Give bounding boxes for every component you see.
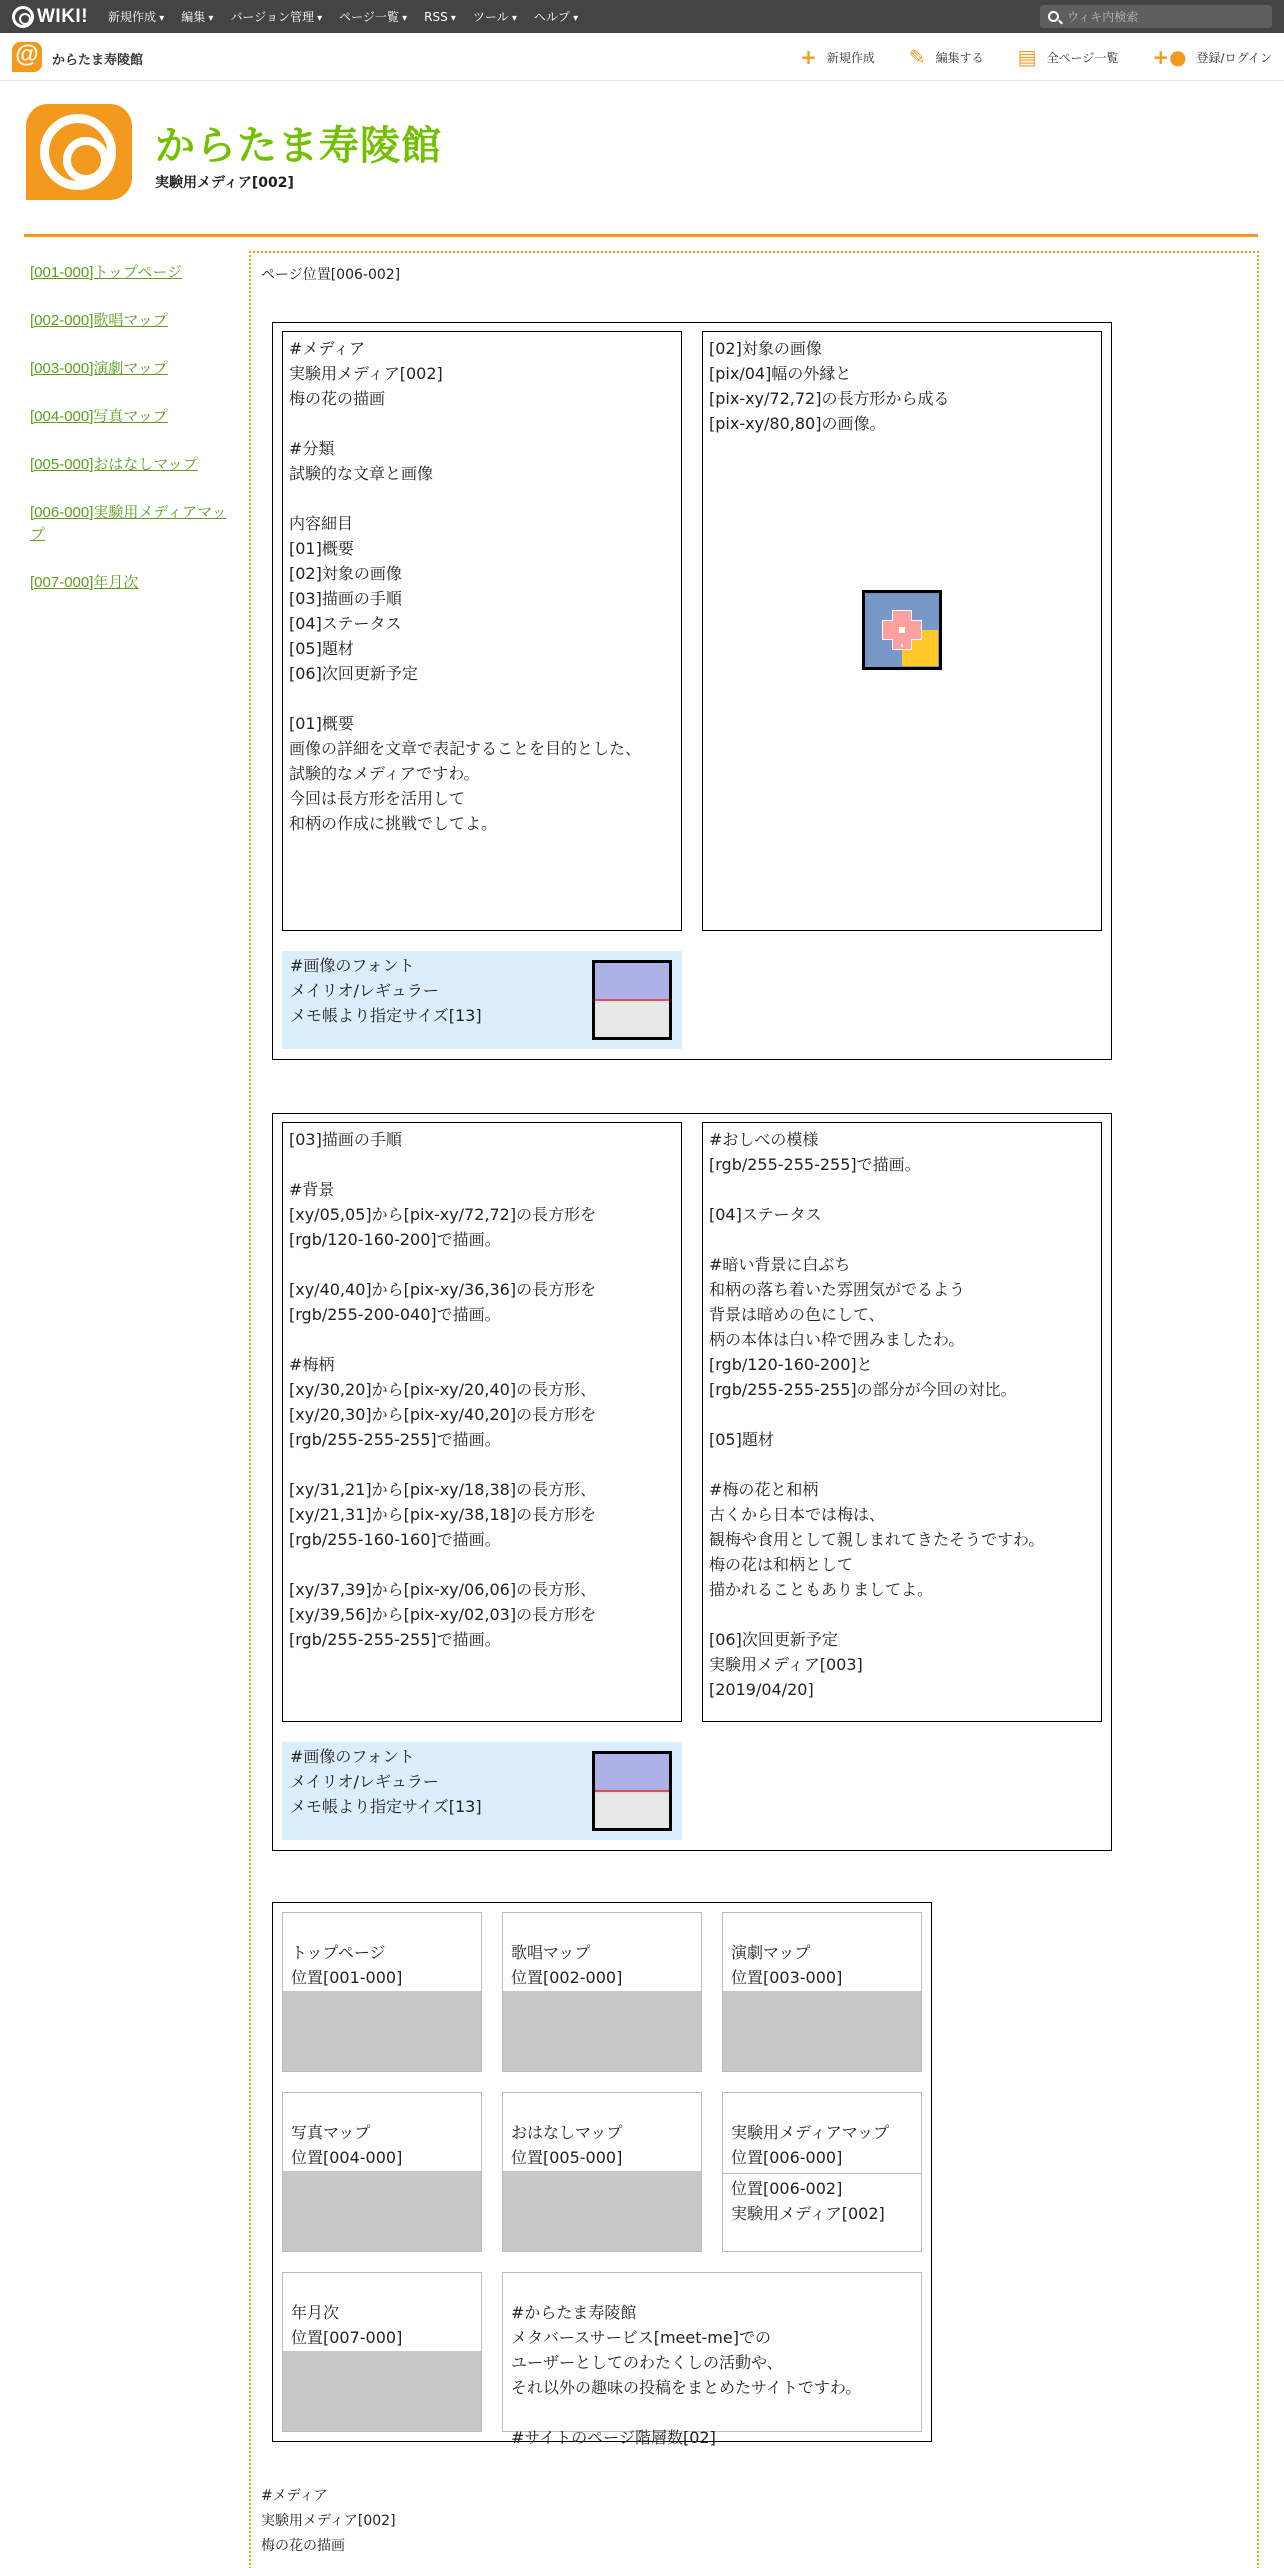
nav-cell-story[interactable] <box>502 2092 702 2252</box>
nav-cell-song[interactable] <box>502 1912 702 2072</box>
nav-about-text: #からたま寿陵館 メタバースサービス[meet-me]での ユーザーとしてのわたくしの活動や、 それ以外の趣味の投稿をまとめたサイトですわ。 #サイトのページ階層数[02] <box>511 2303 862 2447</box>
font-swatch <box>592 960 672 1040</box>
atwiki-logo-text: WIKI! <box>37 5 89 27</box>
site-title[interactable]: からたま寿陵館 <box>155 123 442 169</box>
header-divider <box>24 234 1258 237</box>
target-image-panel: [02]対象の画像 [pix/04]幅の外縁と [pix-xy/72,72]の長方形から成る [pix-xy/80,80]の画像。 <box>702 331 1102 931</box>
site-bar <box>0 33 1284 81</box>
menu-page-list[interactable]: ページ一覧 ▾ <box>339 8 407 25</box>
page-position: ページ位置[006-002] <box>261 267 401 283</box>
menu-tools[interactable]: ツール ▾ <box>473 8 517 25</box>
sidebar-item-top[interactable]: [001-000]トップページ <box>30 264 183 281</box>
search-icon[interactable] <box>1048 11 1059 22</box>
sidebar-item-theater-map[interactable]: [003-000]演劇マップ <box>30 360 168 377</box>
search-box <box>1040 5 1272 28</box>
page-subtitle: 実験用メディア[002] <box>155 175 294 191</box>
all-pages-button[interactable] <box>1018 47 1119 67</box>
menu-rss[interactable]: RSS ▾ <box>424 10 456 24</box>
menu-version[interactable]: バージョン管理 ▾ <box>230 8 322 25</box>
top-bar <box>0 0 1284 33</box>
new-page-button[interactable] <box>800 47 875 67</box>
top-menu <box>108 0 595 33</box>
font-info-box: #画像のフォント メイリオ/レギュラー メモ帳より指定サイズ[13] <box>282 951 682 1049</box>
nav-cell-photo-text: 写真マップ 位置[004-000] <box>291 2123 403 2167</box>
nav-cell-photo[interactable] <box>282 2092 482 2252</box>
sidebar-item-media-map[interactable]: [006-000]実験用メディアマップ <box>30 504 227 543</box>
nav-cell-top-text: トップページ 位置[001-000] <box>291 1943 403 1987</box>
nav-about <box>502 2272 922 2447</box>
ume-flower-svg <box>865 593 939 667</box>
footer-media-text: #メディア 実験用メディア[002] 梅の花の描画 <box>261 2488 396 2554</box>
sidebar <box>30 262 230 620</box>
at-icon <box>12 6 34 28</box>
sidebar-item-yearly[interactable]: [007-000]年月次 <box>30 574 139 591</box>
ume-center <box>899 627 905 633</box>
nav-cell-yearly[interactable] <box>282 2272 482 2432</box>
nav-cell-story-text: おはなしマップ 位置[005-000] <box>511 2123 623 2167</box>
sidebar-item-story-map[interactable]: [005-000]おはなしマップ <box>30 456 198 473</box>
sidebar-item-song-map[interactable]: [002-000]歌唱マップ <box>30 312 168 329</box>
plus-icon: + <box>800 45 817 69</box>
site-logo-small[interactable] <box>12 42 42 72</box>
edit-label: 編集する <box>935 50 984 65</box>
ume-stamen <box>901 644 903 647</box>
font-swatch-2 <box>592 1751 672 1831</box>
site-logo[interactable] <box>26 104 132 200</box>
new-page-label: 新規作成 <box>826 50 875 65</box>
search-input[interactable] <box>1067 10 1257 24</box>
nav-cell-theater[interactable] <box>722 1912 922 2072</box>
menu-edit[interactable]: 編集 ▾ <box>181 8 213 25</box>
site-name-small[interactable]: からたま寿陵館 <box>52 53 144 68</box>
nav-cell-yearly-text: 年月次 位置[007-000] <box>291 2303 403 2347</box>
sidebar-item-photo-map[interactable]: [004-000]写真マップ <box>30 408 168 425</box>
status-panel: #おしべの模様 [rgb/255-255-255]で描画。 [04]ステータス #暗い背景に白ぶち 和柄の落ち着いた雰囲気がでるよう 背景は暗めの色にして、 柄の本体は白い枠で囲みましたわ。 [rgb/120-160-200]と [rgb/255-255-255]の部分が今回の対比。 [05]題材 #梅の花と和柄 古くから日本では梅は、 観梅や食用として親しまれてきたそうですわ。 梅の花は和柄として 描かれることもありましてよ。 [06]次回更新予定 実験用メディア[003] [2019/04/20] <box>702 1122 1102 1722</box>
login-label: 登録/ログイン <box>1196 50 1272 65</box>
nav-current-page: 位置[006-002] 実験用メディア[002] <box>723 2173 921 2251</box>
pencil-icon: ✎ <box>908 45 926 69</box>
all-pages-label: 全ページ一覧 <box>1046 50 1119 65</box>
login-button[interactable] <box>1152 47 1272 67</box>
nav-cell-media-text: 実験用メディアマップ 位置[006-000] <box>731 2123 890 2167</box>
menu-new[interactable]: 新規作成 ▾ <box>108 8 164 25</box>
edit-button[interactable] <box>909 47 984 67</box>
site-actions <box>766 33 1272 81</box>
overview-panel: #メディア 実験用メディア[002] 梅の花の描画 #分類 試験的な文章と画像 内容細目 [01]概要 [02]対象の画像 [03]描画の手順 [04]ステータス [05]題材 [06]次回更新予定 [01]概要 画像の詳細を文章で表記することを目的とした、 試験的なメディアですわ。 今回は長方形を活用して 和柄の作成に挑戦でしてよ。 <box>282 331 682 931</box>
font-info-box-2: #画像のフォント メイリオ/レギュラー メモ帳より指定サイズ[13] <box>282 1742 682 1840</box>
nav-cell-theater-text: 演劇マップ 位置[003-000] <box>731 1943 843 1987</box>
drawing-steps-panel: [03]描画の手順 #背景 [xy/05,05]から[pix-xy/72,72]の長方形を [rgb/120-160-200]で描画。 [xy/40,40]から[pix-xy/36,36]の長方形を [rgb/255-200-040]で描画。 #梅柄 [xy/30,20]から[pix-xy/20,40]の長方形、 [xy/20,30]から[pix-xy/40,20]の長方形を [rgb/255-255-255]で描画。 [xy/31,21]から[pix-xy/18,38]の長方形、 [xy/21,31]から[pix-xy/38,18]の長方形を [rgb/255-160-160]で描画。 [xy/37,39]から[pix-xy/06,06]の長方形、 [xy/39,56]から[pix-xy/02,03]の長方形を [rgb/255-255-255]で描画。 <box>282 1122 682 1722</box>
at-mark-icon <box>40 114 116 190</box>
nav-cell-top[interactable] <box>282 1912 482 2072</box>
nav-cell-media[interactable] <box>722 2092 922 2252</box>
ume-flower-image <box>862 590 942 670</box>
user-add-icon: +● <box>1152 45 1187 69</box>
atwiki-logo[interactable] <box>12 5 88 28</box>
menu-help[interactable]: ヘルプ ▾ <box>534 8 578 25</box>
nav-cell-song-text: 歌唱マップ 位置[002-000] <box>511 1943 623 1987</box>
document-icon: ▤ <box>1017 45 1037 69</box>
